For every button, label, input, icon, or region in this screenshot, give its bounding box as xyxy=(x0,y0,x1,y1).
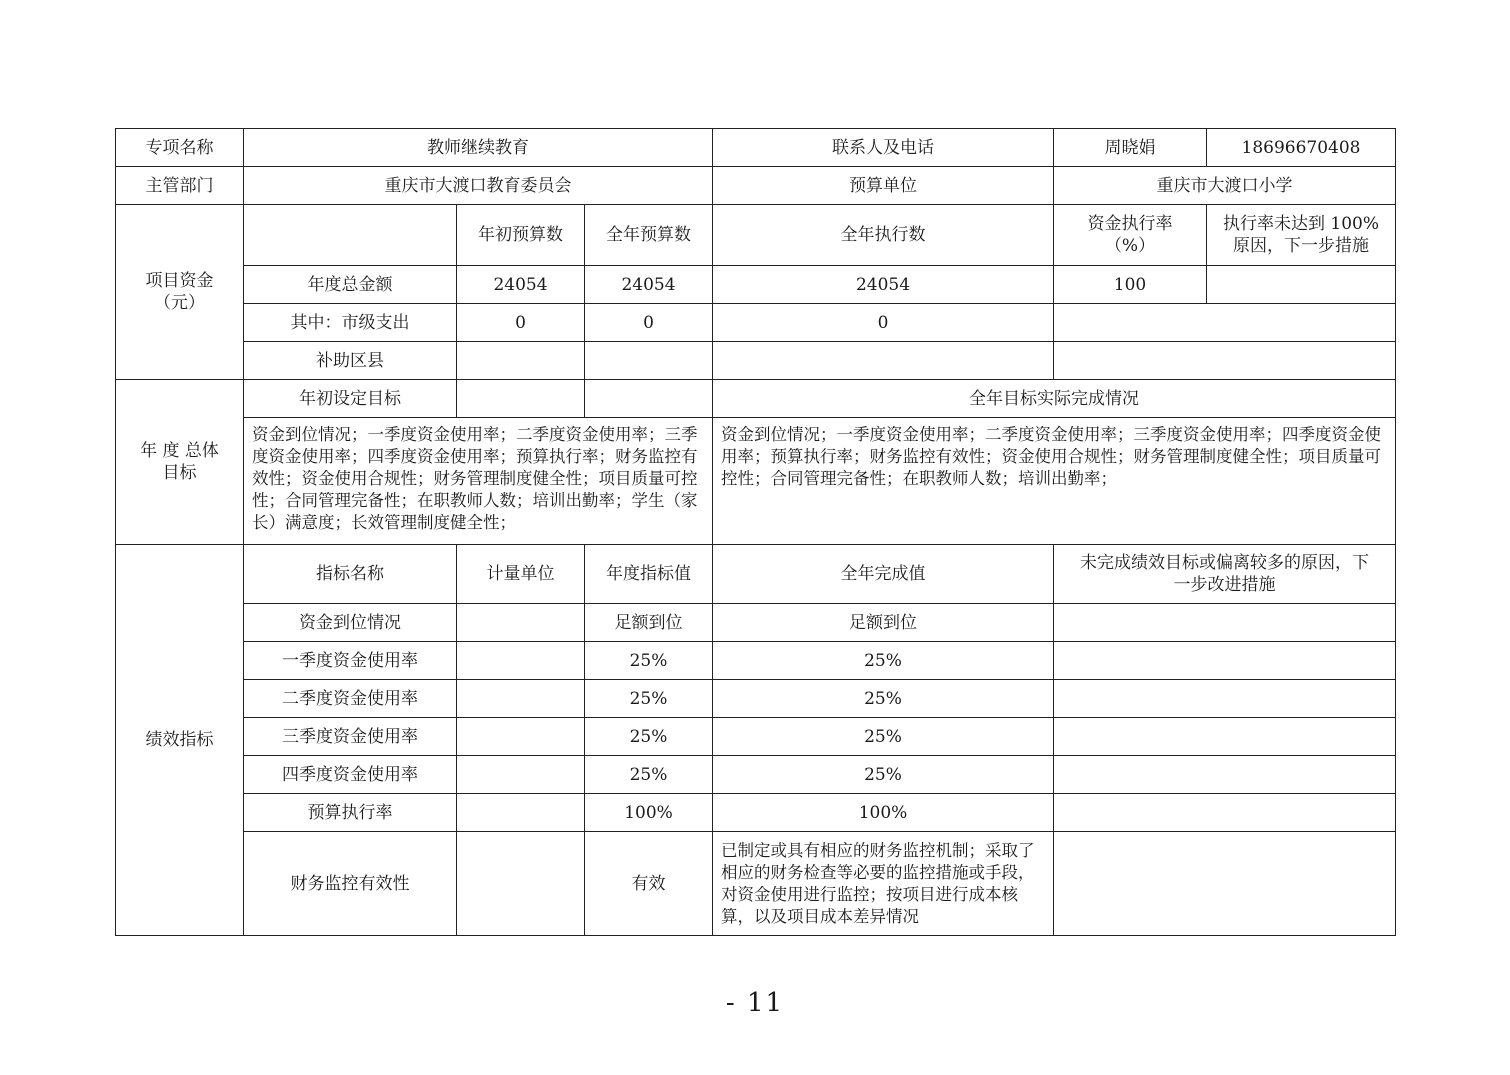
col-indicator-reason: 未完成绩效目标或偏离较多的原因，下一步改进措施 xyxy=(1054,545,1396,604)
indicator-unit xyxy=(457,794,585,832)
funds-label: 项目资金（元） xyxy=(116,205,244,380)
funds-row xyxy=(116,304,1396,342)
indicator-reason xyxy=(1054,642,1396,680)
indicator-name: 三季度资金使用率 xyxy=(244,718,457,756)
indicators-label: 绩效指标 xyxy=(116,545,244,936)
indicator-name: 财务监控有效性 xyxy=(244,832,457,936)
indicator-actual: 25% xyxy=(713,680,1054,718)
col-indicator-target: 年度指标值 xyxy=(585,545,713,604)
indicator-reason xyxy=(1054,794,1396,832)
funds-row xyxy=(116,342,1396,380)
col-indicator-unit: 计量单位 xyxy=(457,545,585,604)
funds-row-name: 其中：市级支出 xyxy=(244,304,457,342)
indicator-target: 25% xyxy=(585,756,713,794)
funds-row-initial: 24054 xyxy=(457,266,585,304)
funds-row-initial: 0 xyxy=(457,304,585,342)
funds-row-executed: 24054 xyxy=(713,266,1054,304)
indicator-unit xyxy=(457,718,585,756)
page-number: - 11 xyxy=(725,988,785,1018)
funds-row-rate xyxy=(1054,342,1396,380)
header-row-dept xyxy=(116,167,1396,205)
indicator-name: 一季度资金使用率 xyxy=(244,642,457,680)
funds-row-name: 年度总金额 xyxy=(244,266,457,304)
indicator-name: 资金到位情况 xyxy=(244,604,457,642)
indicator-row xyxy=(116,718,1396,756)
funds-row-rate xyxy=(1054,304,1396,342)
project-name-label: 专项名称 xyxy=(116,129,244,167)
goal-set-text: 资金到位情况；一季度资金使用率；二季度资金使用率；三季度资金使用率；四季度资金使用率；预算执行率；财务监控有效性；资金使用合规性；财务管理制度健全性；项目质量可控性；合同管理完备性；在职教师人数；培训出勤率；学生（家长）满意度；长效管理制度健全性； xyxy=(244,418,713,545)
indicator-actual: 25% xyxy=(713,642,1054,680)
contact-name: 周晓娟 xyxy=(1054,129,1207,167)
budget-unit-label: 预算单位 xyxy=(713,167,1054,205)
indicator-actual: 100% xyxy=(713,794,1054,832)
indicator-target: 25% xyxy=(585,718,713,756)
goal-header-row xyxy=(116,380,1396,418)
funds-row-initial xyxy=(457,342,585,380)
indicator-row xyxy=(116,756,1396,794)
indicator-target: 25% xyxy=(585,642,713,680)
budget-unit-value: 重庆市大渡口小学 xyxy=(1054,167,1396,205)
indicator-reason xyxy=(1054,756,1396,794)
indicator-actual: 25% xyxy=(713,718,1054,756)
indicator-unit xyxy=(457,832,585,936)
indicator-row xyxy=(116,832,1396,936)
col-rate-reason: 执行率未达到 100%原因，下一步措施 xyxy=(1207,205,1396,266)
indicator-unit xyxy=(457,604,585,642)
indicator-target: 100% xyxy=(585,794,713,832)
indicator-actual: 已制定或具有相应的财务监控机制；采取了相应的财务检查等必要的监控措施或手段，对资金使用进行监控；按项目进行成本核算，以及项目成本差异情况 xyxy=(713,832,1054,936)
indicator-name: 四季度资金使用率 xyxy=(244,756,457,794)
goal-actual-text: 资金到位情况；一季度资金使用率；二季度资金使用率；三季度资金使用率；四季度资金使用率；预算执行率；财务监控有效性；资金使用合规性；财务管理制度健全性；项目质量可控性；合同管理完备性；在职教师人数；培训出勤率； xyxy=(713,418,1396,545)
indicator-name: 预算执行率 xyxy=(244,794,457,832)
funds-row-name: 补助区县 xyxy=(244,342,457,380)
header-row-project xyxy=(116,129,1396,167)
indicator-reason xyxy=(1054,604,1396,642)
indicator-reason xyxy=(1054,718,1396,756)
contact-label: 联系人及电话 xyxy=(713,129,1054,167)
performance-table xyxy=(115,128,1396,936)
indicator-actual: 25% xyxy=(713,756,1054,794)
indicator-unit xyxy=(457,756,585,794)
goal-header-blank xyxy=(457,380,585,418)
indicator-row xyxy=(116,604,1396,642)
goal-actual-label: 全年目标实际完成情况 xyxy=(713,380,1396,418)
funds-header-blank xyxy=(244,205,457,266)
goal-set-label: 年初设定目标 xyxy=(244,380,457,418)
goal-header-blank xyxy=(585,380,713,418)
funds-row-annual xyxy=(585,342,713,380)
dept-label: 主管部门 xyxy=(116,167,244,205)
indicator-row xyxy=(116,642,1396,680)
funds-header-row xyxy=(116,205,1396,266)
funds-row-executed xyxy=(713,342,1054,380)
col-indicator-actual: 全年完成值 xyxy=(713,545,1054,604)
indicator-target: 25% xyxy=(585,680,713,718)
funds-row xyxy=(116,266,1396,304)
col-indicator-name: 指标名称 xyxy=(244,545,457,604)
indicator-reason xyxy=(1054,680,1396,718)
annual-goal-label: 年 度 总体目标 xyxy=(116,380,244,545)
funds-row-executed: 0 xyxy=(713,304,1054,342)
indicator-row xyxy=(116,794,1396,832)
indicator-target: 有效 xyxy=(585,832,713,936)
dept-value: 重庆市大渡口教育委员会 xyxy=(244,167,713,205)
indicator-name: 二季度资金使用率 xyxy=(244,680,457,718)
col-exec-rate: 资金执行率（%） xyxy=(1054,205,1207,266)
indicator-actual: 足额到位 xyxy=(713,604,1054,642)
indicator-unit xyxy=(457,642,585,680)
funds-row-annual: 0 xyxy=(585,304,713,342)
contact-phone: 18696670408 xyxy=(1207,129,1396,167)
goal-text-row xyxy=(116,418,1396,545)
funds-row-reason xyxy=(1207,266,1396,304)
indicator-reason xyxy=(1054,832,1396,936)
indicator-header-row xyxy=(116,545,1396,604)
indicator-target: 足额到位 xyxy=(585,604,713,642)
col-annual-budget: 全年预算数 xyxy=(585,205,713,266)
project-name: 教师继续教育 xyxy=(244,129,713,167)
funds-row-rate: 100 xyxy=(1054,266,1207,304)
indicator-unit xyxy=(457,680,585,718)
col-executed: 全年执行数 xyxy=(713,205,1054,266)
col-initial-budget: 年初预算数 xyxy=(457,205,585,266)
indicator-row xyxy=(116,680,1396,718)
funds-row-annual: 24054 xyxy=(585,266,713,304)
